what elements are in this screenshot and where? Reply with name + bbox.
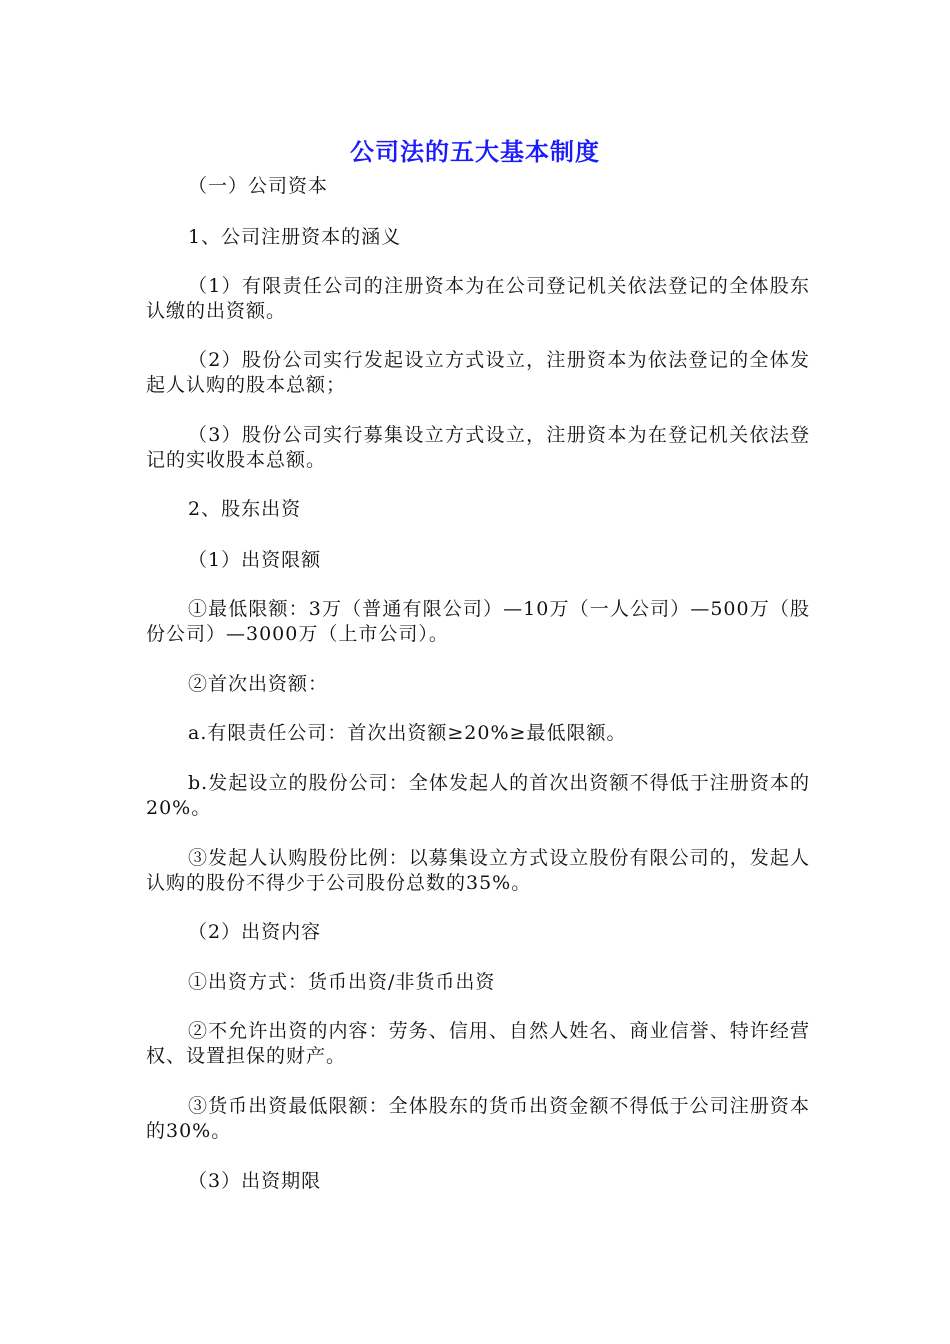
paragraph-minimum-limits: ①最低限额：3万（普通有限公司）—10万（一人公司）—500万（股份公司）—3000万（上市公司）。 — [146, 598, 810, 645]
paragraph-founder-share-ratio: ③发起人认购股份比例：以募集设立方式设立股份有限公司的，发起人认购的股份不得少于公司股份总数的35%。 — [146, 847, 810, 894]
item-heading-term: （3）出资期限 — [188, 1170, 322, 1192]
paragraph-contribution-methods: ①出资方式：货币出资/非货币出资 — [188, 971, 496, 993]
subsection-heading-registered-capital: 1、公司注册资本的涵义 — [188, 226, 402, 248]
paragraph-promotion-capital: （2）股份公司实行发起设立方式设立，注册资本为依法登记的全体发起人认购的股本总额； — [146, 349, 810, 396]
paragraph-first-contribution: ②首次出资额： — [188, 673, 329, 695]
section-heading-capital: （一）公司资本 — [188, 175, 329, 197]
item-heading-limits: （1）出资限额 — [188, 549, 322, 571]
paragraph-promotion-first-contribution: b.发起设立的股份公司：全体发起人的首次出资额不得低于注册资本的20%。 — [146, 772, 810, 819]
paragraph-disallowed-contributions: ②不允许出资的内容：劳务、信用、自然人姓名、商业信誉、特许经营权、设置担保的财产。 — [146, 1020, 810, 1067]
subsection-heading-contribution: 2、股东出资 — [188, 498, 302, 520]
paragraph-llc-capital: （1）有限责任公司的注册资本为在公司登记机关依法登记的全体股东认缴的出资额。 — [146, 275, 810, 322]
paragraph-subscription-capital: （3）股份公司实行募集设立方式设立，注册资本为在登记机关依法登记的实收股本总额。 — [146, 424, 810, 471]
document-title: 公司法的五大基本制度 — [350, 138, 600, 166]
item-heading-content: （2）出资内容 — [188, 921, 322, 943]
paragraph-cash-minimum: ③货币出资最低限额：全体股东的货币出资金额不得低于公司注册资本的30%。 — [146, 1095, 810, 1142]
paragraph-llc-first-contribution: a.有限责任公司：首次出资额≥20%≥最低限额。 — [188, 722, 627, 744]
